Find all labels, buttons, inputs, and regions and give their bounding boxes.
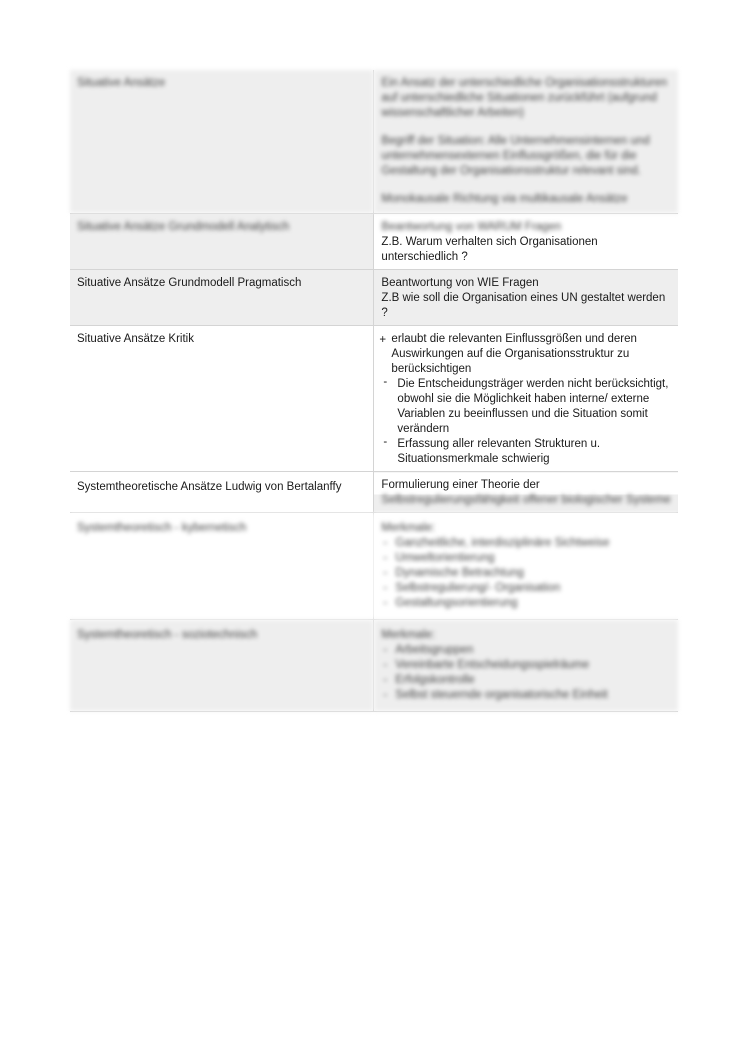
row-content [374, 70, 678, 214]
pro-text: erlaubt die relevanten Einflussgrößen und deren Auswirkungen auf die Organisationsstruktur zu berücksichtigen [391, 333, 637, 375]
list-item [381, 658, 672, 673]
dash-marker: - [383, 597, 388, 609]
list-item-text: Ganzheitliche, interdisziplinäre Sichtweise [395, 537, 610, 549]
list-heading: Merkmale: [381, 522, 436, 534]
row-content [374, 270, 678, 326]
list-item [381, 673, 672, 688]
minus-marker: - [383, 376, 388, 388]
row-content-line: Selbstregulierungsfähigkeit offener biologischer Systeme [381, 494, 671, 506]
paragraph: Ein Ansatz der unterschiedliche Organisationsstrukturen auf unterschiedliche Situationen zurückführt (aufgrund wissenschaftlicher Arbeiten) [381, 77, 668, 119]
list-item-text: Gestaltungsorientierung [395, 597, 518, 609]
row-label-text: Situative Ansätze [77, 77, 166, 89]
dash-marker: - [383, 659, 388, 671]
row-content-line: Formulierung einer Theorie der [381, 479, 540, 491]
row-content [374, 326, 678, 472]
row-content [374, 620, 678, 712]
row-label [70, 620, 374, 712]
list-item [381, 536, 672, 551]
row-label-text: Systemtheoretische Ansätze Ludwig von Bertalanffy [77, 481, 342, 493]
table-row-kybernetisch [70, 513, 678, 620]
table-row-kritik [70, 326, 678, 472]
row-content [374, 472, 678, 513]
table-row-situative-ansaetze [70, 70, 678, 214]
paragraph: Monokausale Richtung via multikausale Ansätze [381, 193, 628, 205]
row-label-text: Situative Ansätze Grundmodell Pragmatisch [77, 277, 302, 289]
dash-marker: - [383, 567, 388, 579]
contra-item [379, 437, 672, 467]
row-label-text: Situative Ansätze Grundmodell Analytisch [77, 221, 290, 233]
row-content-line: Z.B wie soll die Organisation eines UN gestaltet werden ? [381, 292, 666, 319]
list-item [381, 566, 672, 581]
table-row-systemtheoretisch [70, 472, 678, 513]
row-label [70, 70, 374, 214]
row-label [70, 326, 374, 472]
row-content-line: Beantwortung von WARUM Fragen [381, 221, 562, 233]
list-item-text: Selbstregulierung/- Organisation [395, 582, 561, 594]
row-content-line: Z.B. Warum verhalten sich Organisationen unterschiedlich ? [381, 236, 598, 263]
list-heading: Merkmale: [381, 629, 436, 641]
dash-marker: - [383, 689, 388, 701]
list-item [381, 551, 672, 566]
row-label [70, 472, 374, 513]
contra-text: Die Entscheidungsträger werden nicht berücksichtigt, obwohl sie die Möglichkeit haben interne/ externe Variablen zu beeinflussen und die Situation somit verändern [397, 378, 669, 435]
row-content [374, 513, 678, 620]
list-item-text: Dynamische Betrachtung [395, 567, 524, 579]
plus-marker: + [379, 334, 387, 346]
list-item [381, 643, 672, 658]
minus-marker: - [383, 436, 388, 448]
contra-item [379, 377, 672, 437]
paragraph: Begriff der Situation: Alle Unternehmensinternen und unternehmensexternen Einflussgrößen, die für die Gestaltung der Organisationsstruktur relevant sind. [381, 135, 650, 177]
list-item-text: Vereinbarte Entscheidungsspielräume [395, 659, 590, 671]
row-content [374, 214, 678, 270]
list-item [381, 581, 672, 596]
content-table [70, 70, 678, 712]
list-item [381, 596, 672, 611]
list-item-text: Erfolgskontrolle [395, 674, 475, 686]
row-content-line: Beantwortung von WIE Fragen [381, 277, 539, 289]
pro-item [379, 332, 672, 377]
contra-text: Erfassung aller relevanten Strukturen u. Situationsmerkmale schwierig [397, 438, 601, 465]
table-row-soziotechnisch [70, 620, 678, 712]
list-item-text: Selbst steuernde organisatorische Einheit [395, 689, 608, 701]
list-item-text: Umweltorientierung [395, 552, 495, 564]
feature-list [381, 536, 672, 611]
row-label [70, 270, 374, 326]
row-label-text: Systemtheoretisch - kybernetisch [77, 522, 247, 534]
dash-marker: - [383, 644, 388, 656]
dash-marker: - [383, 552, 388, 564]
dash-marker: - [383, 674, 388, 686]
feature-list [381, 643, 672, 703]
row-label-text: Systemtheoretisch - soziotechnisch [77, 629, 258, 641]
row-label [70, 214, 374, 270]
list-item [381, 688, 672, 703]
row-label [70, 513, 374, 620]
table-row-pragmatisch [70, 270, 678, 326]
table-row-analytisch [70, 214, 678, 270]
dash-marker: - [383, 537, 388, 549]
row-label-text: Situative Ansätze Kritik [77, 333, 194, 345]
dash-marker: - [383, 582, 388, 594]
list-item-text: Arbeitsgruppen [395, 644, 474, 656]
